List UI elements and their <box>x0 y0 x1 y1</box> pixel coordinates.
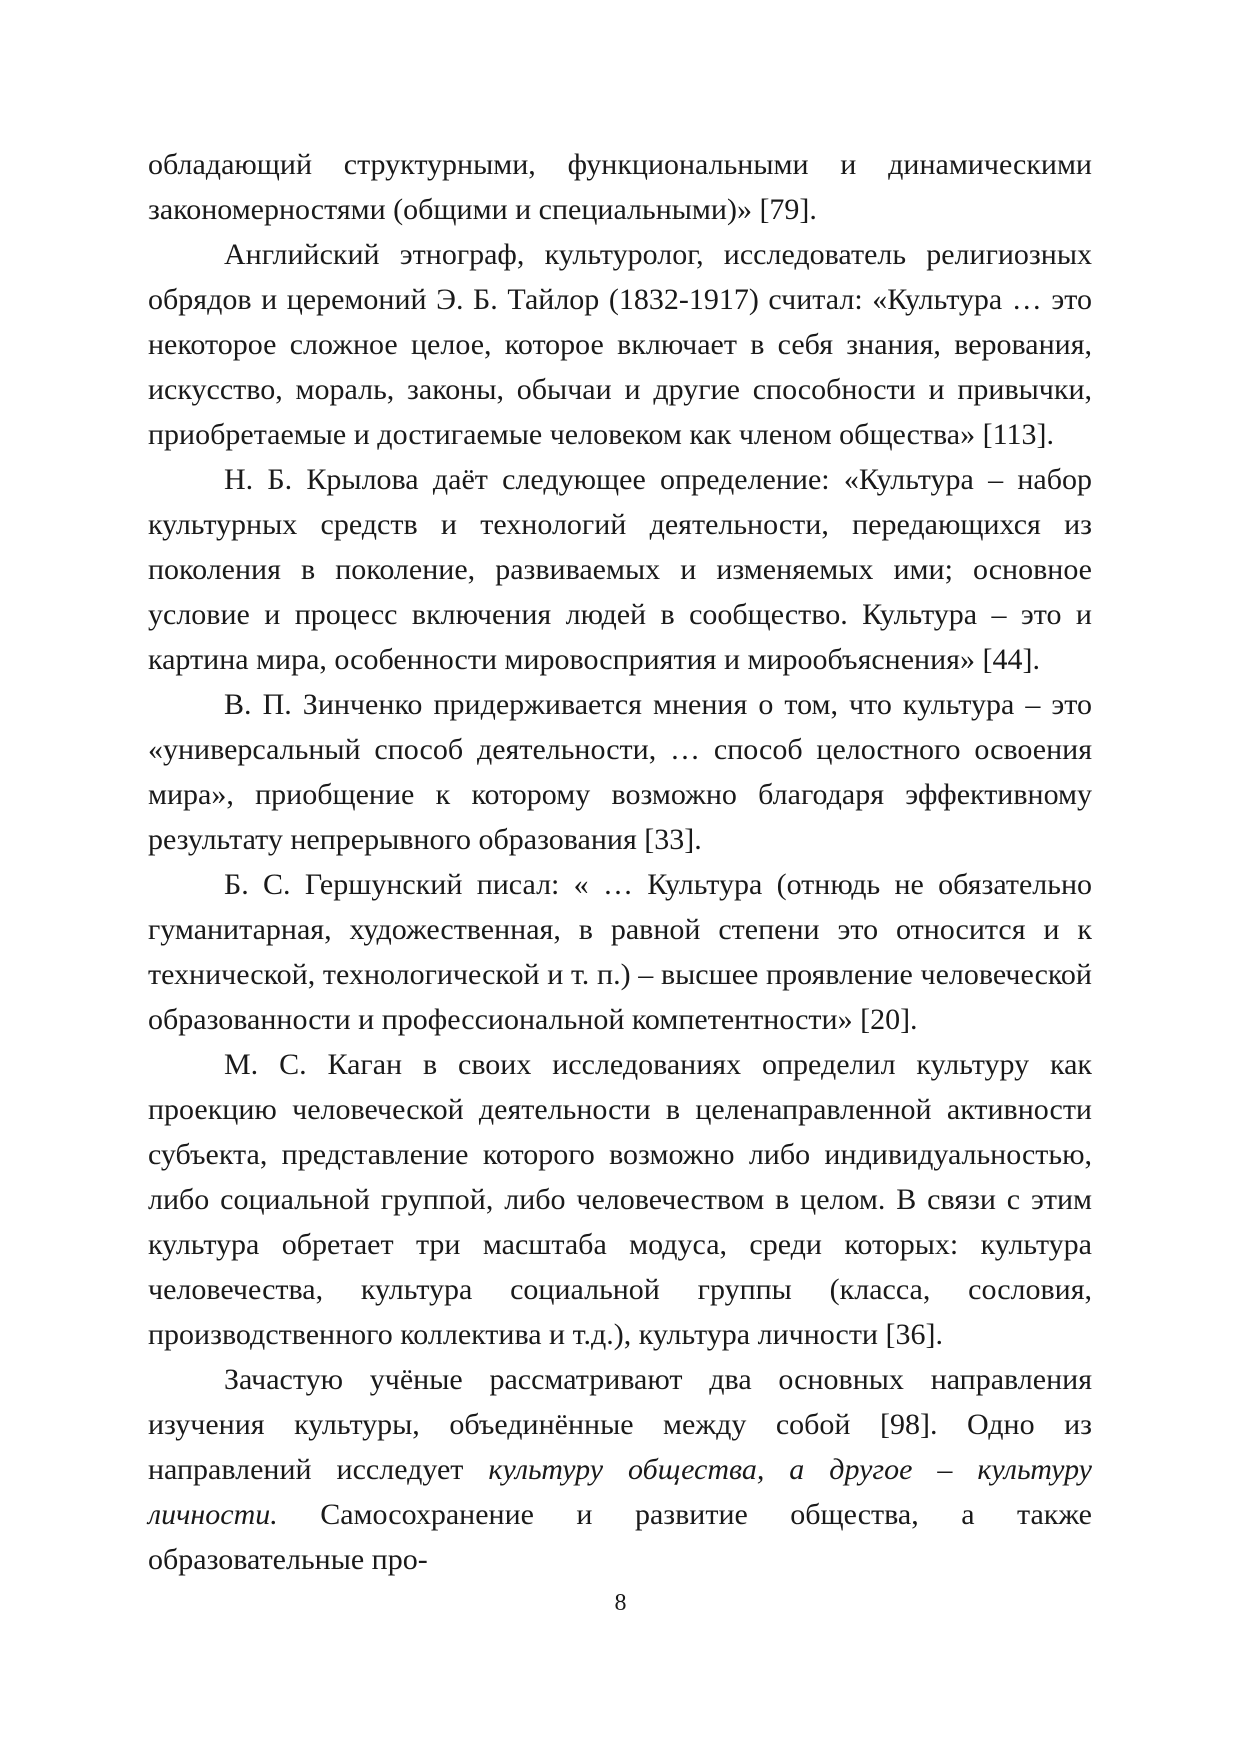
paragraph-gershunsky: Б. С. Гершунский писал: « … Культура (отнюдь не обязательно гуманитарная, художественная, в равной степени это относится и к технической, технологической и т. п.) – высшее проявление человеческой образованности и профессиональной компетентности» [20]. <box>148 868 1092 1036</box>
paragraph-directions <box>148 1357 1092 1582</box>
paragraph-krylova: Н. Б. Крылова даёт следующее определение: «Культура – набор культурных средств и технологий деятельности, передающихся из поколения в поколение, развиваемых и изменяемых ими; основное условие и процесс включения людей в сообщество. Культура – это и картина мира, особенности мировосприятия и мирообъяснения» [44]. <box>148 463 1092 676</box>
body-text <box>148 142 1092 1582</box>
paragraph-kagan: М. С. Каган в своих исследованиях определил культуру как проекцию человеческой деятельности в целенаправленной активности субъекта, представление которого возможно либо индивидуальностью, либо социальной группой, либо человечеством в целом. В связи с этим культура обретает три масштаба модуса, среди которых: культура человечества, культура социальной группы (класса, сословия, производственного коллектива и т.д.), культура личности [36]. <box>148 1048 1092 1351</box>
paragraph-tylor: Английский этнограф, культуролог, исследователь религиозных обрядов и церемоний Э. Б. Тайлор (1832-1917) считал: «Культура … это некоторое сложное целое, которое включает в себя знания, верования, искусство, мораль, законы, обычаи и другие способности и привычки, приобретаемые и достигаемые человеком как членом общества» [113]. <box>148 238 1092 451</box>
paragraph-directions-start: Зачастую учёные рассматривают два основных направления изучения культуры, объединённые между собой [98]. Одно из направлений исследует <box>148 1363 1092 1486</box>
page-number: 8 <box>614 1590 627 1616</box>
paragraph-directions-italic: культуру общества, а другое – культуру личности. <box>148 1453 1093 1531</box>
paragraph-directions-end: Самосохранение и развитие общества, а также образовательные про- <box>148 1498 1092 1576</box>
paragraph-continuation: обладающий структурными, функциональными и динамическими закономерностями (общими и специальными)» [79]. <box>148 148 1092 226</box>
paragraph-zinchenko: В. П. Зинченко придерживается мнения о том, что культура – это «универсальный способ деятельности, … способ целостного освоения мира», приобщение к которому возможно благодаря эффективному результату непрерывного образования [33]. <box>148 688 1092 856</box>
